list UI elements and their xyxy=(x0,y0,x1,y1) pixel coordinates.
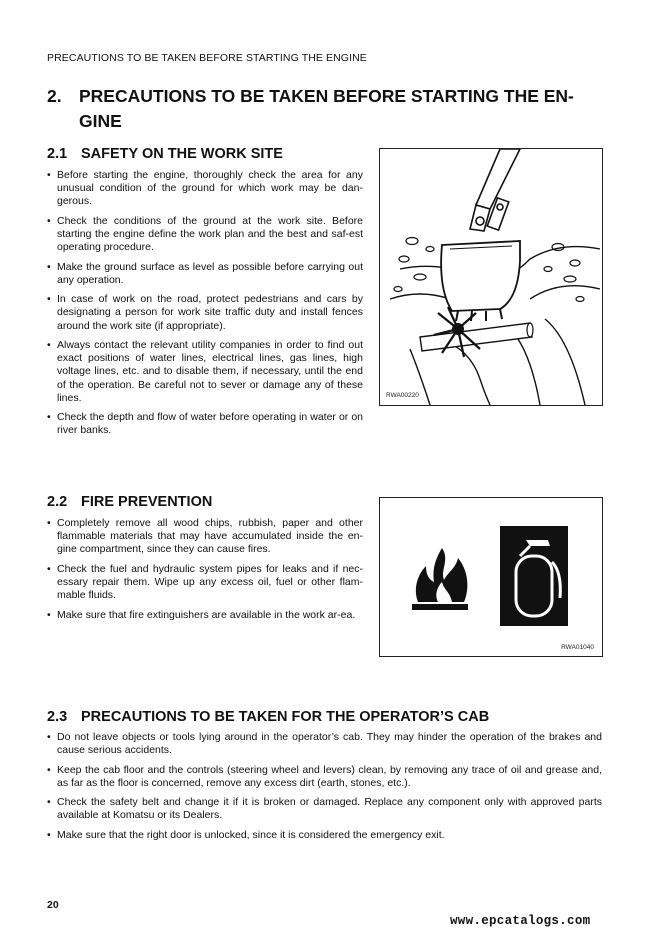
excavator-bucket-illustration xyxy=(380,149,602,405)
list-item: • Make the ground surface as level as possible before carrying out any operation. xyxy=(47,261,363,287)
list-item: • Do not leave objects or tools lying around in the operator’s cab. They may hinder the operation of the brakes and cause serious accidents. xyxy=(47,731,602,757)
section-title-safety-work-site xyxy=(47,146,283,162)
flame-icon xyxy=(412,548,468,610)
section-title-text: PRECAUTIONS TO BE TAKEN FOR THE OPERATOR’S CAB xyxy=(81,709,490,725)
list-item: • Always contact the relevant utility companies in order to find out exact positions of water lines, electrical lines, gas lines, high voltage lines, etc. and to disable them, if necessary, until the end of the operation. Be careful not to sever or damage any of these lines. xyxy=(47,339,363,405)
list-item: • In case of work on the road, protect pedestrians and cars by designating a person for work site traffic duty and install fences around the work site (if appropriate). xyxy=(47,293,363,333)
figure-code: RWA01040 xyxy=(561,644,594,651)
section-title-text: FIRE PREVENTION xyxy=(81,494,213,510)
figure-excavator-digging xyxy=(379,148,603,406)
running-header: PRECAUTIONS TO BE TAKEN BEFORE STARTING THE ENGINE xyxy=(47,52,367,64)
fire-extinguisher-icon xyxy=(500,526,568,626)
list-item: • Make sure that fire extinguishers are available in the work ar-ea. xyxy=(47,609,363,622)
bullet-list-safety-work-site xyxy=(47,169,363,444)
watermark-link[interactable]: www.epcatalogs.com xyxy=(450,914,591,928)
section-number: 2.3 xyxy=(47,709,68,725)
page-number: 20 xyxy=(47,899,59,911)
list-item: • Check the depth and flow of water before operating in water or on river banks. xyxy=(47,411,363,437)
list-item: • Keep the cab floor and the controls (steering wheel and levers) clean, by removing any trace of oil and grease and, as far as the floor is concerned, remove any excess dirt (earth, stones, etc.). xyxy=(47,764,602,790)
list-item: • Check the safety belt and change it if it is broken or damaged. Replace any component only with approved parts available at Komatsu or its Dealers. xyxy=(47,796,602,822)
list-item: • Check the conditions of the ground at the work site. Before starting the engine define the work plan and the best and saf-est operating procedure. xyxy=(47,215,363,255)
chapter-number: 2. xyxy=(47,86,62,106)
section-number: 2.2 xyxy=(47,494,68,510)
section-title-operators-cab xyxy=(47,709,489,725)
list-item: • Check the fuel and hydraulic system pipes for leaks and if nec-essary repair them. Wipe up any excess oil, fuel or other flam-mable fluids. xyxy=(47,563,363,603)
chapter-title-text: PRECAUTIONS TO BE TAKEN BEFORE STARTING THE EN-GINE xyxy=(79,86,574,131)
figure-code: RWA00220 xyxy=(386,392,419,399)
section-title-fire-prevention xyxy=(47,494,212,510)
section-number: 2.1 xyxy=(47,146,68,162)
bullet-list-fire-prevention xyxy=(47,517,363,628)
fire-and-extinguisher-illustration xyxy=(380,498,602,656)
list-item: • Before starting the engine, thoroughly check the area for any unusual condition of the ground for which work may be dan-gerous. xyxy=(47,169,363,209)
section-title-text: SAFETY ON THE WORK SITE xyxy=(81,146,283,162)
bullet-list-operators-cab xyxy=(47,731,602,848)
figure-fire-symbols xyxy=(379,497,603,657)
list-item: • Completely remove all wood chips, rubbish, paper and other flammable materials that may have accumulated inside the en-gine compartment, since they can cause fires. xyxy=(47,517,363,557)
list-item: • Make sure that the right door is unlocked, since it is considered the emergency exit. xyxy=(47,829,602,842)
